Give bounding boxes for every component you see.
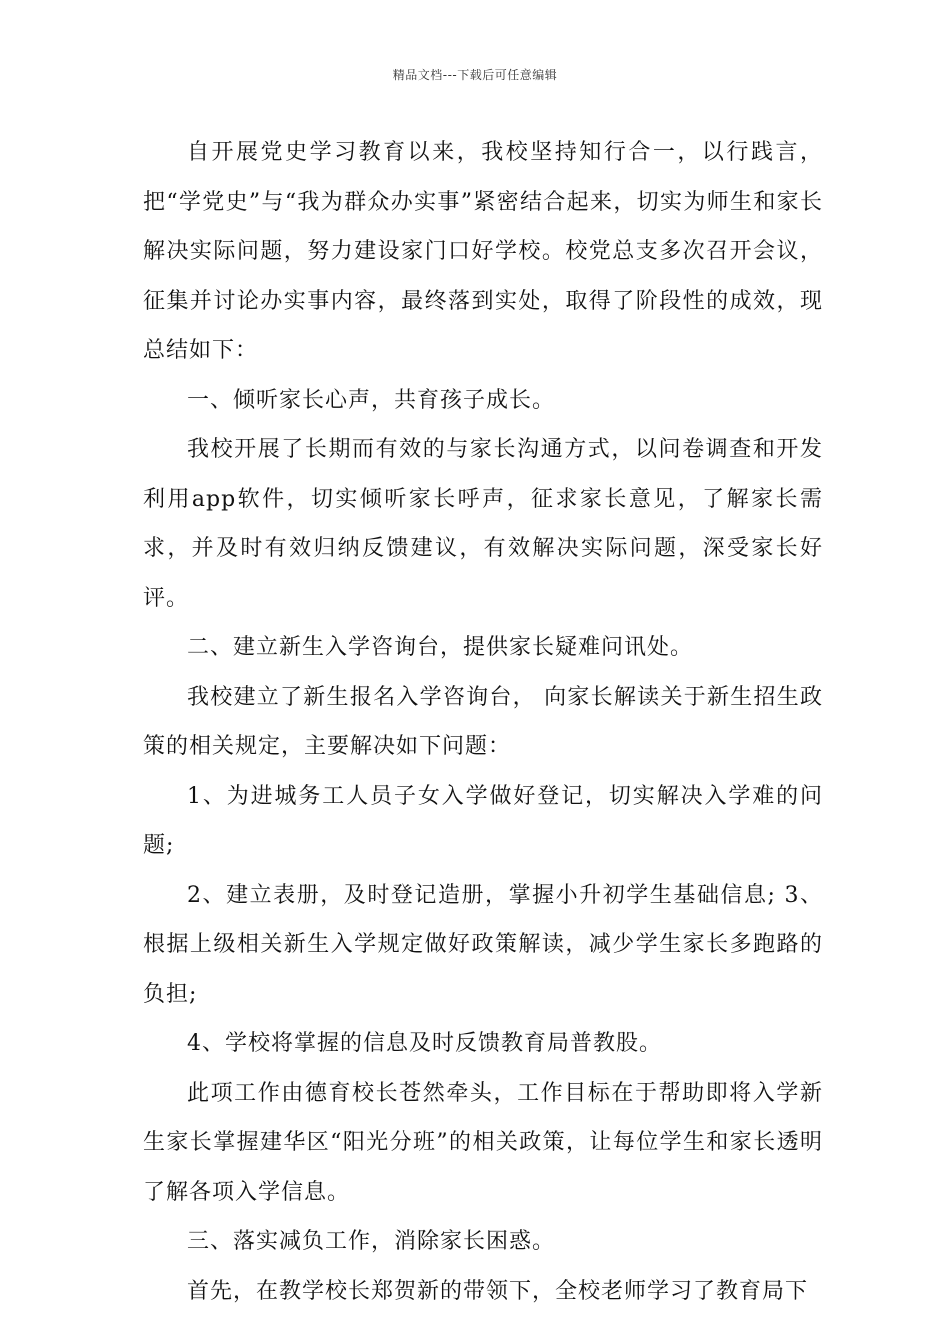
paragraph-intro: 自开展党史学习教育以来，我校坚持知行合一，以行践言，把“学党史”与“我为群众办实事”紧密结合起来，切实为师生和家长解决实际问题，努力建设家门口好学校。校党总支多次召开会议，征集并讨论办实事内容，最终落到实处，取得了阶段性的成效，现总结如下： [143,140,823,363]
paragraph-section-2: 我校建立了新生报名入学咨询台， 向家长解读关于新生招生政策的相关规定，主要解决如下问题： [143,684,823,759]
list-item-4: 4、学校将掌握的信息及时反馈教育局普教股。 [187,1031,662,1056]
list-item-1: 1、为进城务工人员子女入学做好登记，切实解决入学难的问题; [143,783,823,858]
paragraph-section-1: 我校开展了长期而有效的与家长沟通方式，以问卷调查和开发利用app软件，切实倾听家长呼声，征求家长意见，了解家长需求，并及时有效归纳反馈建议，有效解决实际问题，深受家长好评。 [143,437,823,611]
paragraph-section-3: 首先，在教学校长郑贺新的带领下，全校老师学习了教育局下 [187,1278,809,1304]
section-heading-2: 二、建立新生入学咨询台，提供家长疑难问讯处。 [187,635,694,660]
section-heading-1: 一、倾听家长心声，共育孩子成长。 [187,387,556,413]
section-heading-3: 三、落实减负工作，消除家长困惑。 [187,1229,556,1254]
list-item-2-3: 2、建立表册，及时登记造册，掌握小升初学生基础信息; 3、根据上级相关新生入学规定做好政策解读，减少学生家长多跑路的负担; [143,882,823,1007]
document-body [143,128,823,1316]
paragraph-section-2-summary: 此项工作由德育校长苍然牵头，工作目标在于帮助即将入学新生家长掌握建华区“阳光分班”的相关政策，让每位学生和家长透明了解各项入学信息。 [143,1080,823,1205]
page-header: 精品文档---下载后可任意编辑 [392,68,558,82]
